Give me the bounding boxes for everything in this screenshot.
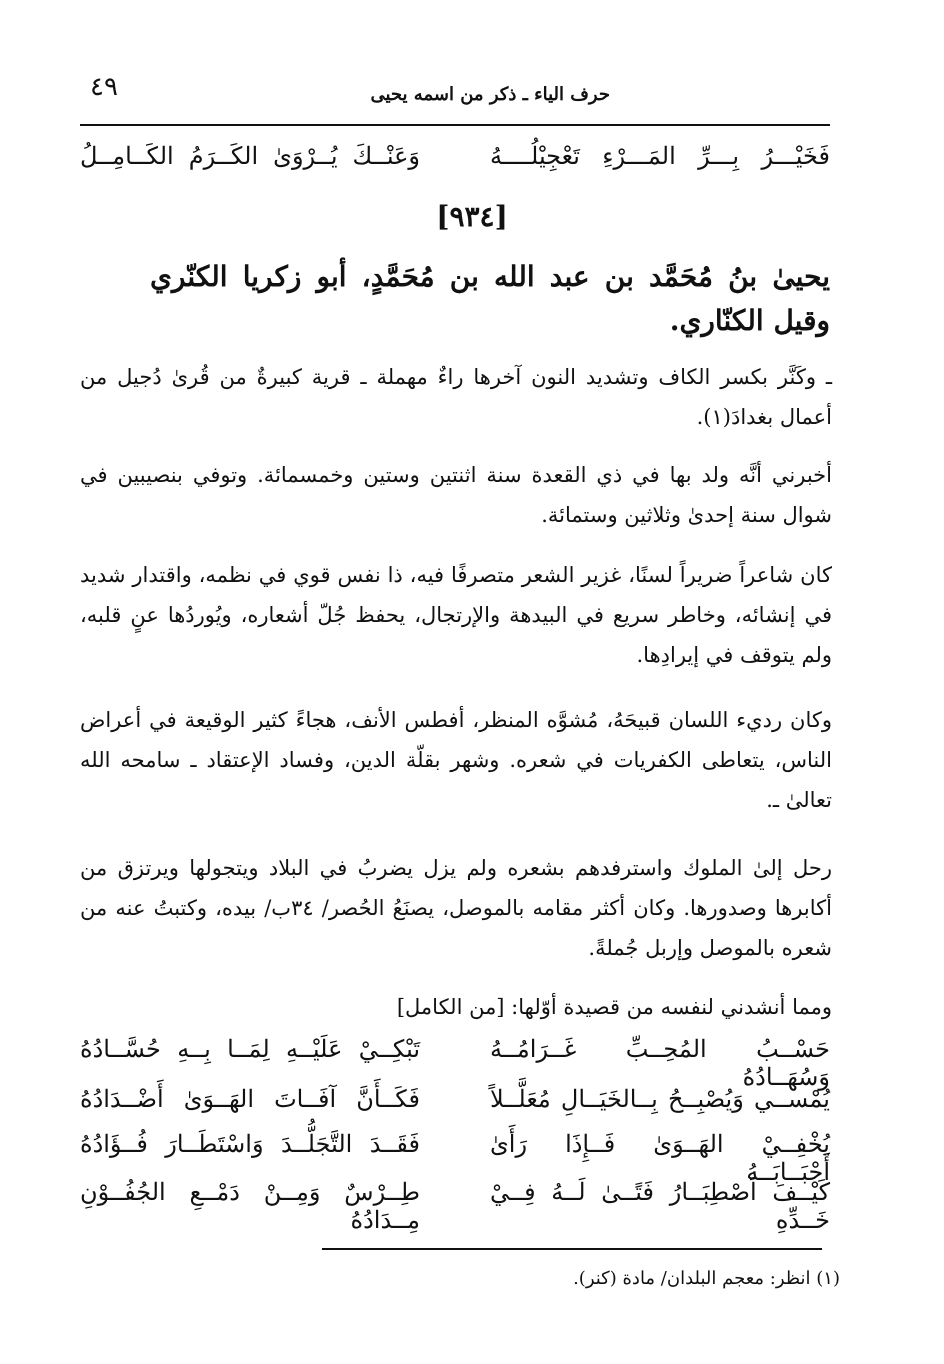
paragraph: وكان رديء اللسان قبيحَهُ، مُشوَّه المنظر، أفطس الأنف، هجاءً كثير الوقيعة في أعراض الناس، يتعاطى الكفريات في شعره. وشهر بقلّة الدين، وفساد الإعتقاد ـ سامحه الله تعالىٰ ـ. — [80, 708, 832, 812]
footnote: (١) انظر: معجم البلدان/ مادة (كنر). — [573, 1268, 840, 1289]
opening-verse-second-hemistich: وَعَنْــكَ يُــرْوَىٰ الكَــرَمُ الكَــامِــلُ — [80, 142, 420, 170]
paragraph: أخبرني أنَّه ولد بها في ذي القعدة سنة اثنتين وستين وخمسمائة. وتوفي بنصيبين في شوال سنة إحدىٰ وثلاثين وستمائة. — [80, 463, 832, 527]
footnote-rule — [322, 1248, 822, 1250]
running-head: حرف الياء ـ ذكر من اسمه يحيى — [370, 84, 610, 105]
poem-second-hemistich: طِــرْسٌ وَمِــنْ دَمْــعِ الجُفُــوْنِ مِــدَادُهُ — [80, 1178, 420, 1234]
poem-second-hemistich: فَكَــأَنَّ آفَــاتَ الهَــوَىٰ أَضْــدَادُهُ — [80, 1085, 420, 1113]
poem-first-hemistich: حَسْــبُ المُحِــبِّ غَــرَامُــهُ وَسُهَــادُهُ — [490, 1035, 830, 1091]
header-rule — [80, 124, 830, 126]
entry-title: يحيىٰ بنُ مُحَمَّد بن عبد الله بن مُحَمَّدٍ، أبو زكريا الكنّري وقيل الكنّاري. — [150, 260, 830, 337]
poem-intro: ومما أنشدني لنفسه من قصيدة أوّلها: [من الكامل] — [396, 995, 832, 1019]
entry-number: [٩٣٤] — [436, 200, 508, 233]
poem-first-hemistich: يُمْســي وَيُصْبِــحُ بِــالخَيَــالِ مُعَلَّــلاً — [490, 1085, 830, 1113]
paragraph: رحل إلىٰ الملوك واسترفدهم بشعره ولم يزل يضربُ في البلاد ويتجولها ويرتزق من أكابرها وصدورها. وكان أكثر مقامه بالموصل، يصنَعُ الحُصر/ ٣٤ب/ بيده، وكتبتُ عنه من شعره بالموصل وإربل جُملةً. — [80, 856, 832, 960]
poem-second-hemistich: فَقَــدَ التَّجَلُّــدَ وَاسْتَطَــارَ فُــؤَادُهُ — [80, 1130, 420, 1158]
paragraph: ـ وكَنَّر بكسر الكاف وتشديد النون آخرها راءٌ مهملة ـ قرية كبيرةٌ من قُرىٰ دُجيل من أعمال بغدادَ(١). — [80, 365, 832, 429]
poem-first-hemistich: كَيْــفَ اَصْطِبَــارُ فَتًــىٰ لَــهُ فِــيْ خَــدِّهِ — [490, 1178, 830, 1234]
opening-verse-first-hemistich: فَخَيْـــرُ بِـــرِّ المَـــرْءِ تَعْجِيْلُــــهُ — [490, 142, 830, 170]
poem-second-hemistich: تَبْكِــيْ عَلَيْــهِ لِمَــا بِــهِ حُسَّــادُهُ — [80, 1035, 420, 1063]
page-header — [80, 70, 840, 110]
page-number: ٤٩ — [90, 72, 118, 102]
poem-first-hemistich: يُخْفِــيْ الهَــوَىٰ فَــإِذَا رَأَىٰ أَحْبَــابَــهُ — [490, 1130, 830, 1186]
paragraph: كان شاعراً ضريراً لسنًا، غزير الشعر متصرفًا فيه، ذا نفس قوي في نظمه، واقتدار شديد في إنشائه، وخاطر سريع في البيدهة والإرتجال، يحفظ جُلّ أشعاره، ويُوردُها عنٍ قلبه، ولم يتوقف في إيرادِها. — [80, 563, 832, 667]
